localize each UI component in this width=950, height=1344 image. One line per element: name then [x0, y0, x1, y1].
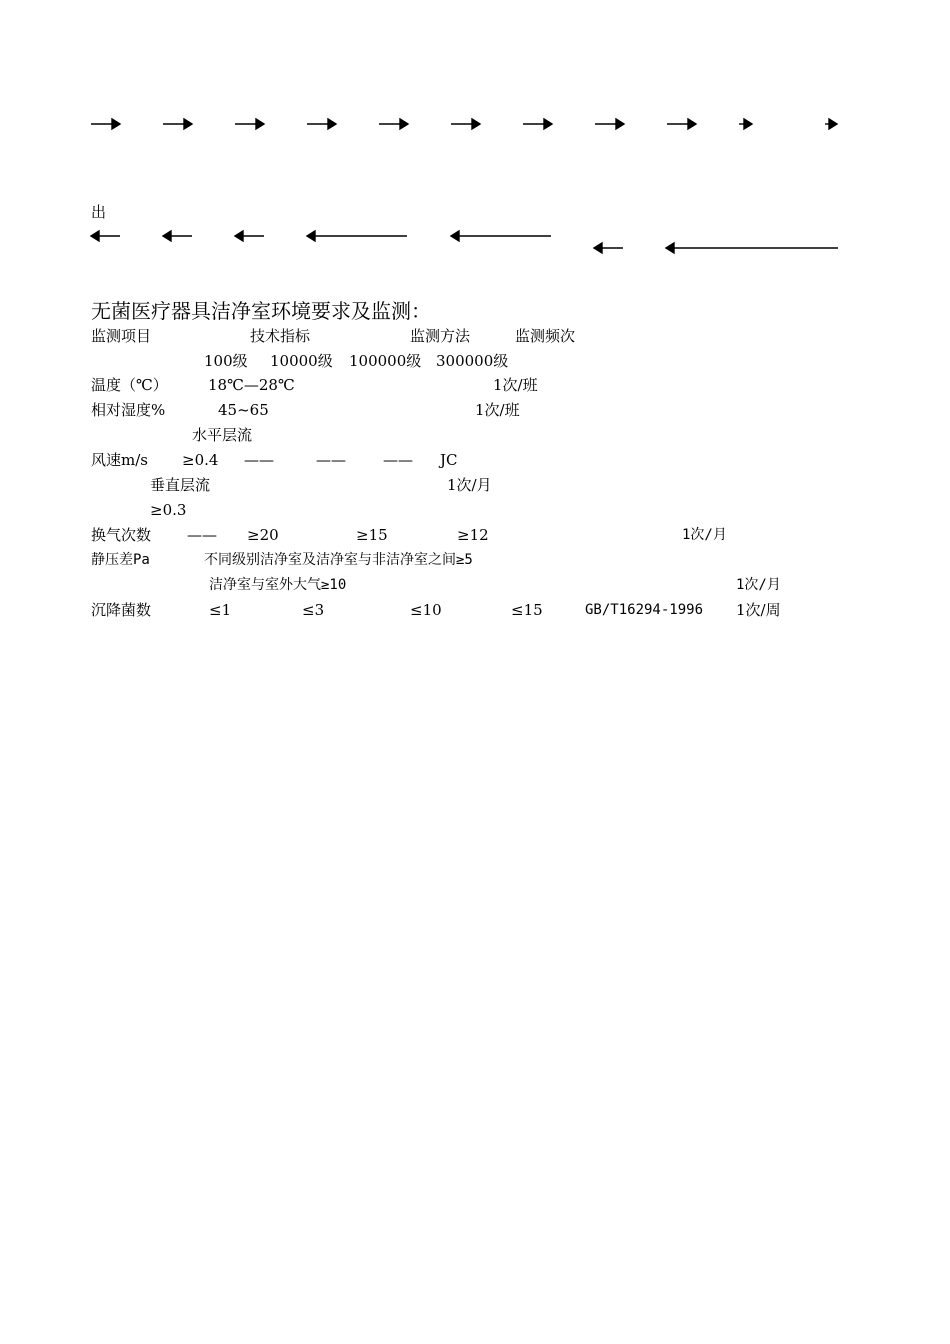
- wind-dash-1: ——: [244, 451, 274, 469]
- settling-value-4: ≤15: [511, 601, 543, 619]
- air-changes-value-3: ≥12: [457, 526, 489, 544]
- wind-dash-3: ——: [383, 451, 413, 469]
- wind-horizontal-value: ≥0.4: [182, 451, 219, 469]
- left-arrow-7-icon: [666, 243, 838, 253]
- right-arrow-7-icon: [523, 119, 552, 129]
- humidity-label: 相对湿度%: [91, 401, 166, 419]
- header-item: 监测项目: [91, 327, 152, 345]
- wind-vertical-value: ≥0.3: [150, 501, 187, 519]
- left-arrow-6-icon: [594, 243, 623, 253]
- temperature-frequency: 1次/班: [493, 376, 538, 394]
- temperature-label: 温度（℃）: [91, 376, 168, 394]
- wind-method: JC: [440, 451, 458, 469]
- air-changes-label: 换气次数: [91, 526, 152, 544]
- settling-label: 沉降菌数: [91, 601, 152, 619]
- settling-value-2: ≤3: [302, 601, 325, 619]
- wind-horizontal-label: 水平层流: [192, 426, 253, 444]
- right-arrow-5-icon: [379, 119, 408, 129]
- left-arrow-2-icon: [163, 231, 192, 241]
- wind-vertical-label: 垂直层流: [150, 476, 211, 494]
- wind-dash-2: ——: [316, 451, 346, 469]
- right-arrow-4-icon: [307, 119, 336, 129]
- left-arrow-5-icon: [451, 231, 551, 241]
- humidity-range: 45~65: [218, 401, 269, 419]
- air-changes-frequency: 1次/月: [682, 527, 727, 543]
- header-spec: 技术指标: [250, 327, 311, 345]
- pressure-line-2: 洁净室与室外大气≥10: [209, 577, 347, 593]
- right-arrow-2-icon: [163, 119, 192, 129]
- right-arrow-11-icon: [825, 119, 837, 129]
- left-arrow-4-icon: [307, 231, 407, 241]
- process-flow-arrows: [0, 0, 950, 270]
- air-changes-value-1: ≥20: [247, 526, 279, 544]
- air-changes-dash: ——: [187, 526, 217, 544]
- settling-method: GB/T16294-1996: [585, 602, 704, 618]
- right-arrow-10-icon: [739, 119, 752, 129]
- class-10000: 10000级: [270, 352, 333, 370]
- right-arrow-3-icon: [235, 119, 264, 129]
- left-arrow-1-icon: [91, 231, 120, 241]
- class-300000: 300000级: [436, 352, 509, 370]
- pressure-line-1: 不同级别洁净室及洁净室与非洁净室之间≥5: [204, 552, 473, 568]
- temperature-range: 18℃—28℃: [208, 376, 295, 394]
- settling-frequency: 1次/周: [736, 601, 781, 619]
- pressure-label: 静压差Pa: [91, 552, 150, 568]
- wind-label: 风速m/s: [91, 451, 148, 469]
- exit-label: 出: [91, 203, 107, 221]
- settling-value-1: ≤1: [209, 601, 232, 619]
- right-arrow-9-icon: [667, 119, 696, 129]
- section-title: 无菌医疗器具洁净室环境要求及监测：: [91, 299, 431, 323]
- header-frequency: 监测频次: [515, 327, 576, 345]
- right-arrow-8-icon: [595, 119, 624, 129]
- header-method: 监测方法: [410, 327, 471, 345]
- class-100000: 100000级: [349, 352, 422, 370]
- settling-value-3: ≤10: [410, 601, 442, 619]
- humidity-frequency: 1次/班: [475, 401, 520, 419]
- air-changes-value-2: ≥15: [356, 526, 388, 544]
- wind-frequency: 1次/月: [447, 476, 492, 494]
- pressure-frequency: 1次/月: [736, 577, 781, 593]
- class-100: 100级: [204, 352, 248, 370]
- left-arrow-3-icon: [235, 231, 264, 241]
- right-arrow-6-icon: [451, 119, 480, 129]
- right-arrow-1-icon: [91, 119, 120, 129]
